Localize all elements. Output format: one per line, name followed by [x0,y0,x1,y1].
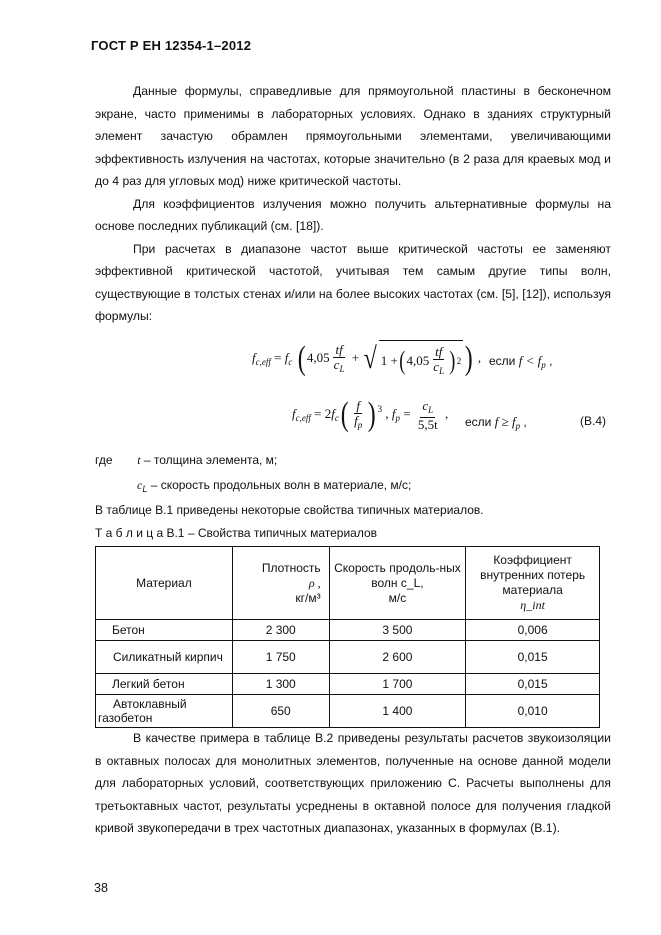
cell-material: Силикатный кирпич [96,641,233,674]
cell-speed: 1 700 [329,674,466,695]
cell-loss: 0,015 [466,674,600,695]
formula-condition-2: если $f \ge f_p$ , [465,414,527,431]
t-definition: – толщина элемента, м; [143,453,278,467]
table-caption: Т а б л и ц а В.1 – Свойства типичных материалов [95,526,378,540]
table-row [96,674,600,695]
cell-loss: 0,006 [466,620,600,641]
header-density: Плотность ρ , кг/м³ [232,547,329,620]
document-header: ГОСТ Р ЕН 12354-1–2012 [91,38,252,53]
where-word: где [95,453,113,467]
formula-condition-1: если $f < f_p$ , [489,353,553,370]
paragraph-1: Данные формулы, справедливые для прямоугольной пластины в бесконечном экране, часто применимы в лабораторных условиях. Однако в зданиях структурный элемент зачастую обрамлен прямоугольными элементами, увеличивающими эффективность излучения на частотах, которые значительно (в 2 раза для краевых мод и до 4 раз для угловых мод) ниже критической частоты. [95,84,611,188]
top-paragraphs [95,80,611,328]
coef-a: 4,05 [306,349,330,365]
page-number: 38 [94,881,108,895]
cell-material: Автоклавный газобетон [96,695,233,728]
cell-material: Бетон [96,620,233,641]
cell-density: 1 750 [232,641,329,674]
table-row [96,620,600,641]
cell-density: 1 300 [232,674,329,695]
paragraph-4: В качестве примера в таблице В.2 приведены результаты расчетов звукоизоляции в октавных полосах для монолитных элементов, полученные на основе данной модели для лабораторных условий, соответствующих приложению С. Расчеты выполнены для третьоктавных частот, результаты усреднены в октавной полосе для получения гладкой кривой звукопередачи в трех частотных диапазонах, указанных в формулах (В.1). [95,731,611,835]
table-row [96,695,600,728]
table-header-row [96,547,600,620]
formula-effective-frequency-1: $f_{c,eff} = f_c$ ( 4,05 $\frac{tf}{c_L}$ + √ 1 + ( 4,05 $\frac{tf}{c_L}$ ) 2 ) , [252,340,482,377]
where-t: где t – толщина элемента, м; [95,453,278,467]
coef-two: 2 [324,405,332,421]
bottom-paragraph-block [95,727,611,840]
formula-effective-frequency-2: $f_{c,eff} = 2f_c$( $\frac{f}{f_p}$ ) $^3$ , $f_p$ = $\frac{c_L}{5,5t}$ , [292,396,449,433]
header-loss-factor: Коэффициент внутренних потерь материала η_int [466,547,600,620]
table-intro: В таблице В.1 приведены некоторые свойства типичных материалов. [95,503,484,517]
cell-loss: 0,015 [466,641,600,674]
cell-speed: 1 400 [329,695,466,728]
where-cl: $c_L$ – скорость продольных волн в материале, м/с; [137,478,412,494]
formula-number: (В.4) [580,414,607,428]
coef-b: 4,05 [406,353,430,368]
cell-speed: 2 600 [329,641,466,674]
cl-definition: – скорость продольных волн в материале, м/с; [150,478,412,492]
cell-density: 650 [232,695,329,728]
cell-loss: 0,010 [466,695,600,728]
header-speed: Скорость продоль-ных волн c_L, м/с [329,547,466,620]
cell-density: 2 300 [232,620,329,641]
header-material: Материал [96,547,233,620]
cell-material: Легкий бетон [96,674,233,695]
materials-table [95,546,600,728]
cell-speed: 3 500 [329,620,466,641]
table-row [96,641,600,674]
paragraph-2: Для коэффициентов излучения можно получить альтернативные формулы на основе последних публикаций (см. [18]). [95,196,611,233]
fp-denominator: 5,5t [417,416,438,432]
paragraph-3: При расчетах в диапазоне частот выше критической частоты ее заменяют эффективной критической частотой, учитывая тем самым другие типы волн, существующие в толстых стенах и/или на более высоких частотах (см. [5], [12]), используя формулы: [95,241,611,323]
